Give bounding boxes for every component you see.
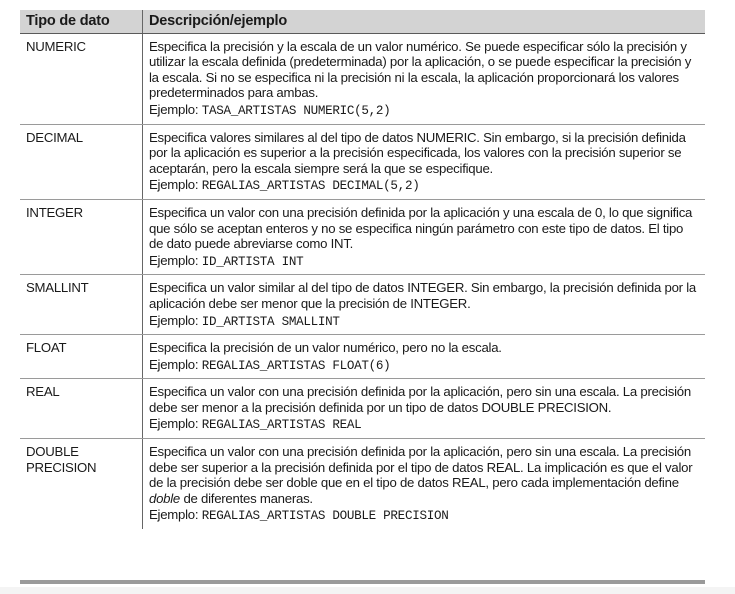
data-type-description-cell xyxy=(143,33,706,124)
example-label: Ejemplo: xyxy=(149,507,202,523)
description-text: Especifica un valor similar al del tipo de datos INTEGER. Sin embargo, la precisión definida por la aplicación debe ser menor que la precisión de INTEGER. xyxy=(149,280,696,311)
description-text-part: Especifica un valor con una precisión definida por la aplicación, pero sin una escala. La precisión debe ser superior a la precisión definida por el tipo de datos REAL. La implicación es que el valor de la precisión debe ser doble que en el tipo de datos REAL, pero cada implementación define xyxy=(149,444,693,491)
description-text: Especifica un valor con una precisión definida por la aplicación, pero sin una escala. La precisión debe ser menor a la precisión definida por un tipo de datos DOUBLE PRECISION. xyxy=(149,384,691,415)
example-line xyxy=(149,253,699,271)
table-header-row xyxy=(20,10,705,33)
data-type-name: INTEGER xyxy=(20,199,143,274)
description-text: Especifica la precisión de un valor numérico, pero no la escala. xyxy=(149,340,502,356)
data-type-description-cell xyxy=(143,275,706,335)
example-code: ID_ARTISTA INT xyxy=(201,254,304,269)
table-row xyxy=(20,33,705,124)
data-type-name: NUMERIC xyxy=(20,33,143,124)
table-bottom-rule xyxy=(20,580,705,584)
example-line xyxy=(149,177,699,195)
table-row xyxy=(20,275,705,335)
example-label: Ejemplo: xyxy=(149,101,202,117)
data-type-description-cell xyxy=(143,379,706,439)
data-type-name: REAL xyxy=(20,379,143,439)
data-type-description-cell xyxy=(143,439,706,529)
example-code: REGALIAS_ARTISTAS DOUBLE PRECISION xyxy=(201,509,449,524)
description-emphasis: doble xyxy=(149,490,181,506)
description-text: Especifica la precisión y la escala de un valor numérico. Se puede especificar sólo la precisión y utilizar la escala definida (predeterminada) por la aplicación, o se puede especificar la precisión y la escala. Si no se especifica ni la precisión ni la escala, la aplicación proporcionará los valores predeterminados para ambas. xyxy=(149,38,692,101)
example-label: Ejemplo: xyxy=(149,312,202,328)
table-row xyxy=(20,439,705,529)
data-type-description-cell xyxy=(143,199,706,274)
data-type-description-cell xyxy=(143,335,706,379)
table-row xyxy=(20,379,705,439)
column-header-description: Descripción/ejemplo xyxy=(143,10,706,33)
example-code: REGALIAS_ARTISTAS REAL xyxy=(201,418,362,433)
example-code: ID_ARTISTA SMALLINT xyxy=(201,314,340,329)
data-type-name: FLOAT xyxy=(20,335,143,379)
description-text xyxy=(149,444,699,506)
example-code: REGALIAS_ARTISTAS FLOAT(6) xyxy=(201,358,391,373)
description-text-part: de diferentes maneras. xyxy=(180,490,313,506)
example-line xyxy=(149,313,699,331)
description-text: Especifica valores similares al del tipo de datos NUMERIC. Sin embargo, si la precisión definida por la aplicación es superior a la precisión especificada, los valores con la precisión superior se aceptarán, pero la escala siempre será la que se especifique. xyxy=(149,129,686,176)
example-label: Ejemplo: xyxy=(149,356,202,372)
example-code: REGALIAS_ARTISTAS DECIMAL(5,2) xyxy=(201,179,420,194)
page-bottom-margin xyxy=(0,587,735,594)
example-line xyxy=(149,102,699,120)
example-line xyxy=(149,357,699,375)
example-code: TASA_ARTISTAS NUMERIC(5,2) xyxy=(201,103,391,118)
example-line xyxy=(149,416,699,434)
data-type-name: SMALLINT xyxy=(20,275,143,335)
column-header-type: Tipo de dato xyxy=(20,10,143,33)
table-row xyxy=(20,124,705,199)
example-label: Ejemplo: xyxy=(149,177,202,193)
table-row xyxy=(20,199,705,274)
data-type-name: DOUBLE PRECISION xyxy=(20,439,143,529)
example-label: Ejemplo: xyxy=(149,416,202,432)
description-text: Especifica un valor con una precisión definida por la aplicación y una escala de 0, lo que significa que sólo se aceptan enteros y no se especifica ningún parámetro con este tipo de datos. El tipo de dato puede abreviarse como INT. xyxy=(149,204,693,252)
data-type-name: DECIMAL xyxy=(20,124,143,199)
example-line xyxy=(149,507,699,525)
example-label: Ejemplo: xyxy=(149,252,202,268)
table-row xyxy=(20,335,705,379)
data-types-table xyxy=(20,10,705,529)
data-type-description-cell xyxy=(143,124,706,199)
